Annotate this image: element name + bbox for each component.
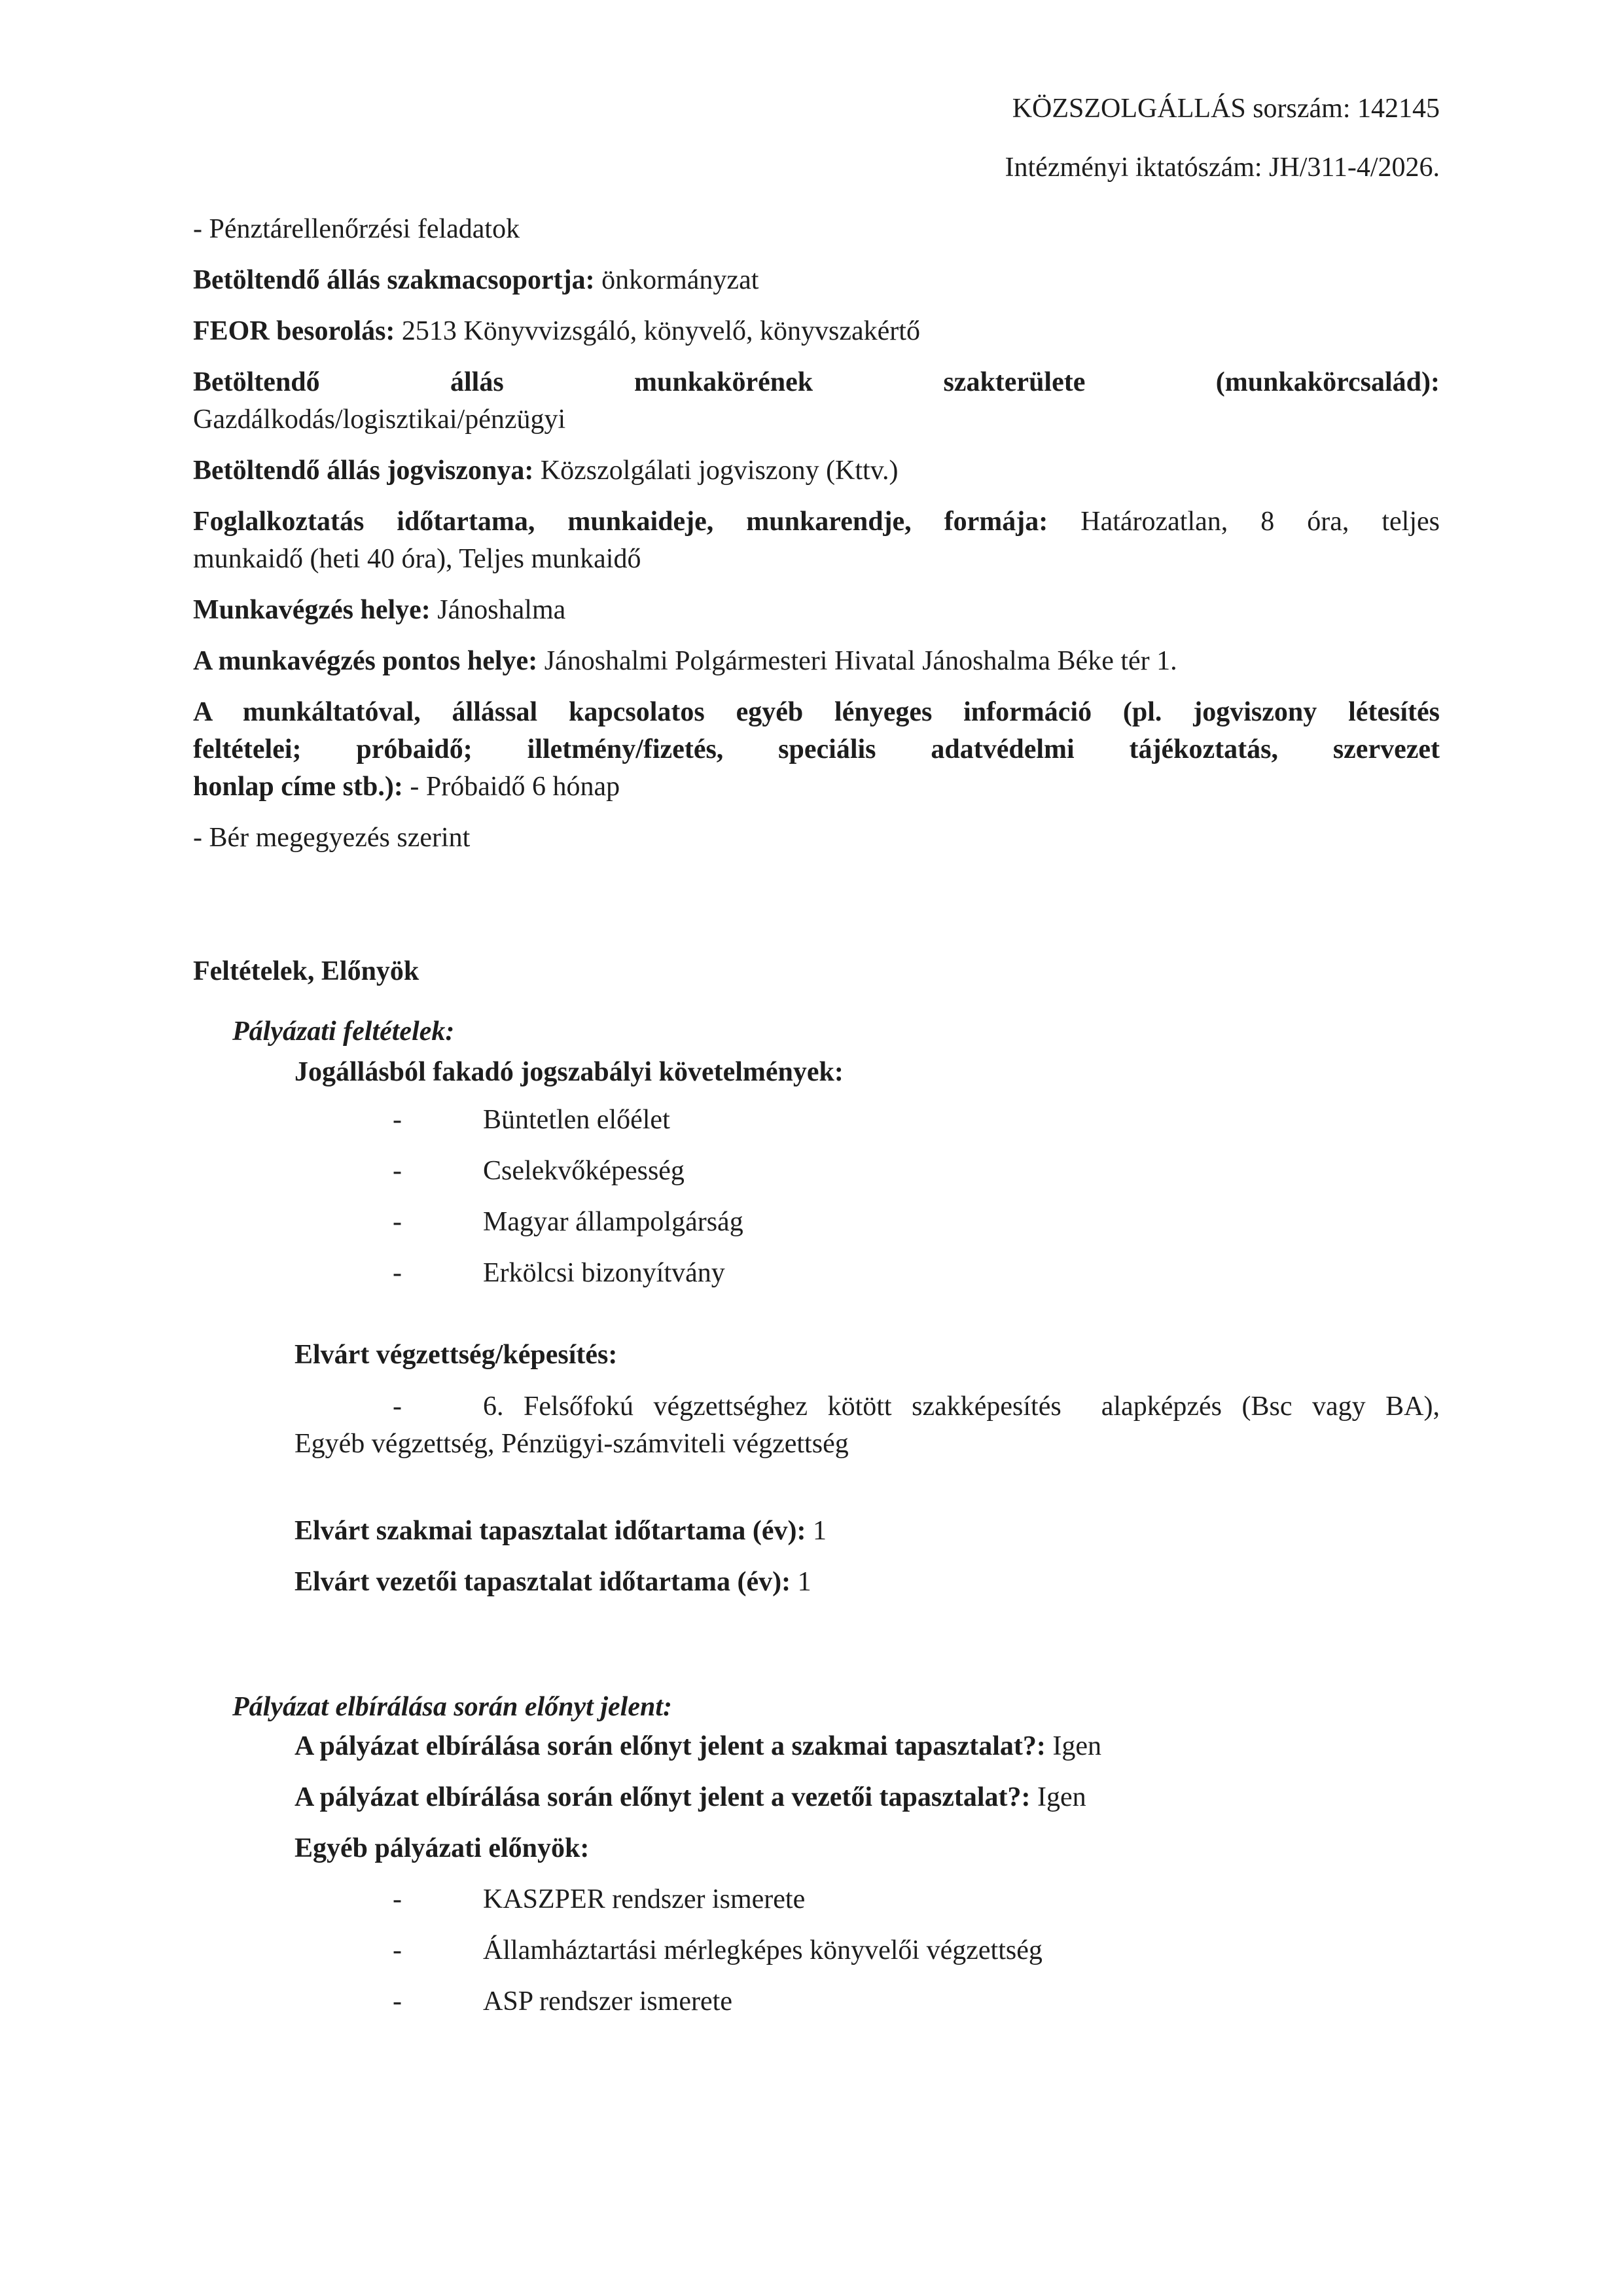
list-item <box>294 1102 1440 1139</box>
field-value: 2513 Könyvvizsgáló, könyvelő, könyvszakértő <box>401 316 920 346</box>
list-item-text: Büntetlen előélet <box>483 1105 670 1135</box>
field-label: A munkavégzés pontos helye: <box>193 646 538 676</box>
bullet-dash: - <box>393 1156 402 1186</box>
field-label: Foglalkoztatás időtartama, munkaideje, munkarendje, formája: <box>193 507 1048 537</box>
field-vezetoi-tapasztalat <box>294 1564 1440 1601</box>
task-line: - Pénztárellenőrzési feladatok <box>193 214 520 244</box>
list-item-text-line1: 6. Felsőfokú végzettséghez kötött szakképesítés alapképzés (Bsc vagy BA), <box>483 1391 1440 1422</box>
field-value-line1: Határozatlan, 8 óra, teljes <box>1080 507 1440 537</box>
field-value: 1 <box>813 1516 827 1546</box>
list-item-text: Erkölcsi bizonyítvány <box>483 1258 725 1288</box>
field-label-line3: honlap címe stb.): - Próbaidő 6 hónap <box>193 772 620 802</box>
list-item <box>294 1255 1440 1292</box>
list-item-text: Cselekvőképesség <box>483 1156 685 1186</box>
field-egyeb-info <box>193 694 1440 806</box>
list-item-vegzettseg <box>294 1388 1440 1463</box>
field-szakmai-tapasztalat <box>294 1513 1440 1550</box>
field-value: Igen <box>1052 1731 1102 1761</box>
field-label: Elvárt szakmai tapasztalat időtartama (év): <box>294 1516 806 1546</box>
field-value: Igen <box>1037 1782 1086 1812</box>
list-item-text: KASZPER rendszer ismerete <box>483 1884 806 1914</box>
list-item-text: Államháztartási mérlegképes könyvelői végzettség <box>483 1935 1043 1965</box>
subsection-vegzettseg: Elvárt végzettség/képesítés: <box>294 1340 618 1370</box>
bullet-dash: - <box>393 1391 402 1422</box>
field-szakmacsoport <box>193 262 1440 299</box>
field-label: Betöltendő állás szakmacsoportja: <box>193 265 595 295</box>
list-item-text-line2: Egyéb végzettség, Pénzügyi-számviteli végzettség <box>294 1429 849 1459</box>
subsection-palyazati-feltetelek: Pályázati feltételek: <box>232 1016 455 1047</box>
list-item <box>294 1983 1440 2020</box>
field-value: Közszolgálati jogviszony (Kttv.) <box>540 456 899 486</box>
bullet-dash: - <box>393 1207 402 1237</box>
bullet-dash: - <box>393 1258 402 1288</box>
bullet-dash: - <box>393 1935 402 1965</box>
field-label: Munkavégzés helye: <box>193 595 431 625</box>
list-item <box>294 1881 1440 1918</box>
subsection-egyeb-elonyok: Egyéb pályázati előnyök: <box>294 1833 590 1863</box>
field-szakmai-elony <box>294 1728 1440 1765</box>
field-foglalkoztatas <box>193 503 1440 578</box>
list-item <box>294 1204 1440 1241</box>
bullet-dash: - <box>393 1884 402 1914</box>
header-registry-number: Intézményi iktatószám: JH/311-4/2026. <box>1005 152 1440 183</box>
field-label-line1: A munkáltatóval, állással kapcsolatos egyéb lényeges információ (pl. jogviszony létesítés <box>193 697 1440 727</box>
field-pontos-helye <box>193 643 1440 680</box>
field-szakterulet <box>193 364 1440 439</box>
field-label: A pályázat elbírálása során előnyt jelent a vezetői tapasztalat?: <box>294 1782 1031 1812</box>
field-label: FEOR besorolás: <box>193 316 395 346</box>
field-value: Jánoshalma <box>437 595 566 625</box>
field-label-line2: feltételei; próbaidő; illetmény/fizetés, speciális adatvédelmi tájékoztatás, szervezet <box>193 734 1440 764</box>
field-label: Betöltendő állás munkakörének szakterülete (munkakörcsalád): <box>193 367 1440 397</box>
list-item <box>294 1153 1440 1190</box>
list-item-text: Magyar állampolgárság <box>483 1207 743 1237</box>
list-item-text: ASP rendszer ismerete <box>483 1986 732 2017</box>
field-jogviszony <box>193 452 1440 490</box>
field-label: Elvárt vezetői tapasztalat időtartama (év): <box>294 1567 791 1597</box>
field-value-line2: munkaidő (heti 40 óra), Teljes munkaidő <box>193 544 641 574</box>
salary-line: - Bér megegyezés szerint <box>193 823 471 853</box>
bullet-dash: - <box>393 1986 402 2017</box>
subsection-elbiralas: Pályázat elbírálása során előnyt jelent: <box>232 1692 672 1722</box>
section-heading-feltetelek: Feltételek, Előnyök <box>193 956 419 986</box>
field-value: Jánoshalmi Polgármesteri Hivatal Jánoshalma Béke tér 1. <box>544 646 1177 676</box>
field-vezetoi-elony <box>294 1779 1440 1816</box>
field-label: A pályázat elbírálása során előnyt jelent a szakmai tapasztalat?: <box>294 1731 1046 1761</box>
field-value: Gazdálkodás/logisztikai/pénzügyi <box>193 404 566 435</box>
field-value: 1 <box>797 1567 812 1597</box>
field-value: önkormányzat <box>601 265 759 295</box>
field-value: - Próbaidő 6 hónap <box>410 772 620 802</box>
list-item <box>294 1932 1440 1969</box>
field-feor <box>193 313 1440 350</box>
header-serial-number: KÖZSZOLGÁLLÁS sorszám: 142145 <box>1012 94 1440 124</box>
bullet-dash: - <box>393 1105 402 1135</box>
subsection-jogallas: Jogállásból fakadó jogszabályi követelmények: <box>294 1057 844 1087</box>
field-label: Betöltendő állás jogviszonya: <box>193 456 534 486</box>
field-munkavegzes-helye <box>193 592 1440 629</box>
